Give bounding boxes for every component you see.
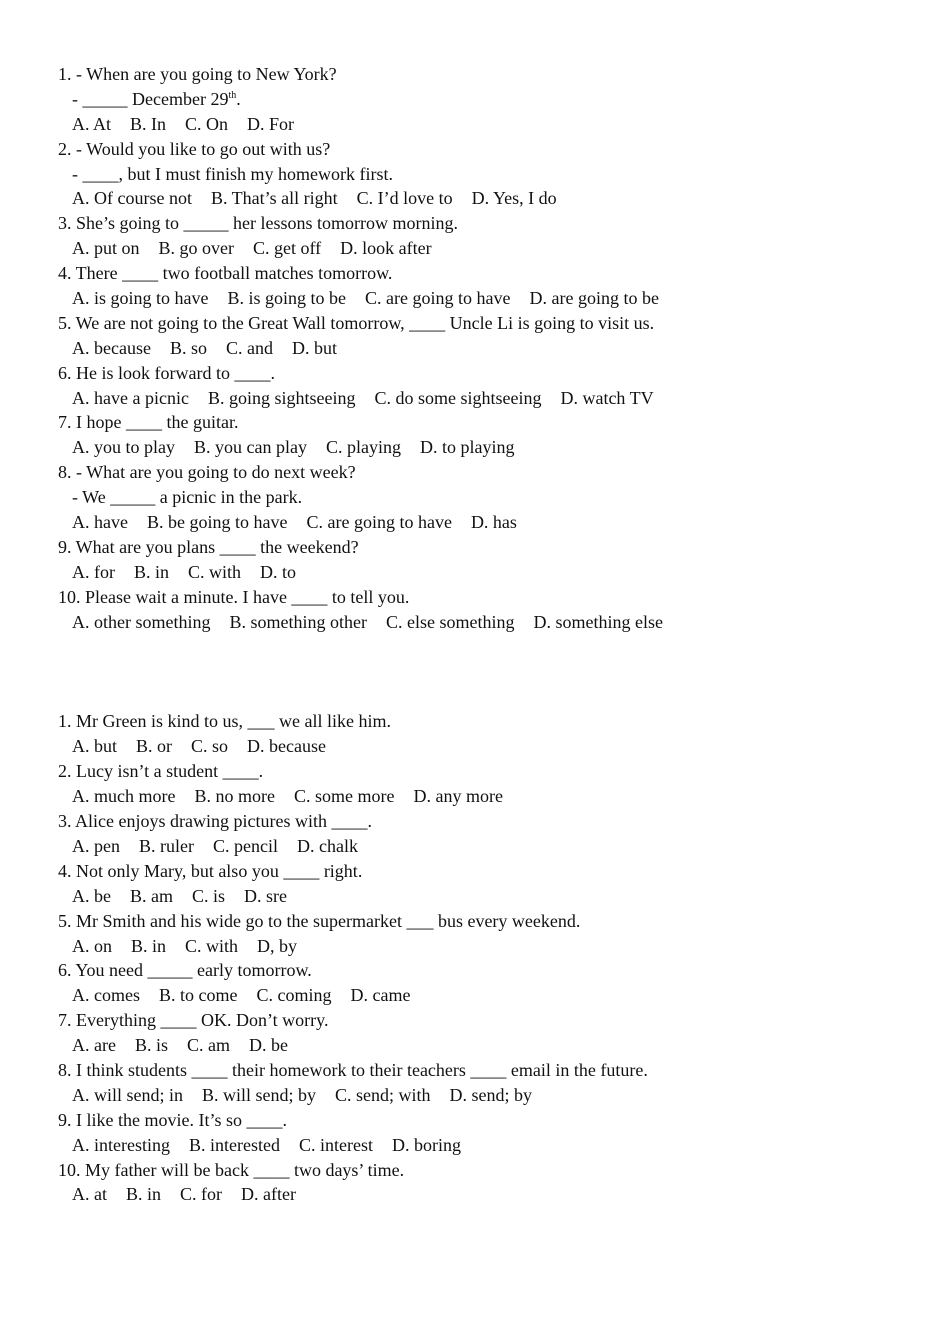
question-stem: 8. - What are you going to do next week? bbox=[58, 462, 356, 483]
question-stem: 8. I think students ____ their homework to their teachers ____ email in the future. bbox=[58, 1059, 648, 1080]
option-a[interactable]: A. At bbox=[72, 113, 112, 134]
option-a[interactable]: A. will send; in bbox=[72, 1084, 183, 1105]
options-row bbox=[58, 336, 918, 361]
option-b[interactable]: B. no more bbox=[194, 786, 275, 807]
option-c[interactable]: C. some more bbox=[293, 786, 395, 807]
question-9 bbox=[58, 1108, 918, 1158]
option-c[interactable]: C. are going to have bbox=[306, 512, 452, 533]
option-b[interactable]: B. in bbox=[126, 1184, 162, 1205]
option-d[interactable]: D. chalk bbox=[296, 835, 358, 856]
option-d[interactable]: D. watch TV bbox=[560, 387, 654, 408]
question-section-1 bbox=[58, 62, 918, 634]
dialog-text: - _____ December 29 bbox=[72, 88, 229, 109]
question-6 bbox=[58, 958, 918, 1008]
option-c[interactable]: C. I’d love to bbox=[356, 188, 453, 209]
option-d[interactable]: D. but bbox=[291, 337, 337, 358]
option-a[interactable]: A. you to play bbox=[72, 437, 175, 458]
option-d[interactable]: D. to bbox=[260, 561, 297, 582]
dialog-response: - We _____ a picnic in the park. bbox=[72, 487, 303, 508]
options-row bbox=[58, 1033, 918, 1058]
question-7 bbox=[58, 1008, 918, 1058]
option-d[interactable]: D. to playing bbox=[419, 437, 515, 458]
option-b[interactable]: B. be going to have bbox=[146, 512, 288, 533]
question-2 bbox=[58, 137, 918, 212]
question-stem: 4. Not only Mary, but also you ____ right. bbox=[58, 860, 363, 881]
worksheet bbox=[58, 62, 918, 1207]
option-b[interactable]: B. or bbox=[136, 736, 172, 757]
question-4 bbox=[58, 261, 918, 311]
option-b[interactable]: B. to come bbox=[158, 985, 238, 1006]
question-stem: 3. Alice enjoys drawing pictures with ____. bbox=[58, 811, 372, 832]
dialog-response: - ____, but I must finish my homework first. bbox=[72, 163, 393, 184]
option-b[interactable]: B. so bbox=[169, 337, 207, 358]
option-c[interactable]: C. send; with bbox=[335, 1084, 431, 1105]
option-c[interactable]: C. for bbox=[180, 1184, 223, 1205]
option-a[interactable]: A. but bbox=[72, 736, 117, 757]
option-b[interactable]: B. am bbox=[130, 885, 173, 906]
question-stem: 3. She’s going to _____ her lessons tomorrow morning. bbox=[58, 213, 458, 234]
option-d[interactable]: D. be bbox=[249, 1035, 288, 1056]
option-a[interactable]: A. Of course not bbox=[72, 188, 192, 209]
question-3 bbox=[58, 211, 918, 261]
option-d[interactable]: D. any more bbox=[413, 786, 503, 807]
option-a[interactable]: A. is going to have bbox=[72, 288, 209, 309]
options-row bbox=[58, 834, 918, 859]
option-d[interactable]: D. after bbox=[241, 1184, 296, 1205]
option-c[interactable]: C. pencil bbox=[212, 835, 278, 856]
question-section-2 bbox=[58, 709, 918, 1207]
option-c[interactable]: C. On bbox=[185, 113, 229, 134]
options-row bbox=[58, 610, 918, 635]
option-a[interactable]: A. interesting bbox=[72, 1134, 170, 1155]
option-b[interactable]: B. is bbox=[134, 1035, 168, 1056]
option-a[interactable]: A. be bbox=[72, 885, 111, 906]
question-4 bbox=[58, 859, 918, 909]
options-row bbox=[58, 236, 918, 261]
question-stem: 2. Lucy isn’t a student ____. bbox=[58, 761, 264, 782]
option-d[interactable]: D. sre bbox=[244, 885, 288, 906]
option-b[interactable]: B. ruler bbox=[139, 835, 194, 856]
option-d[interactable]: D. Yes, I do bbox=[471, 188, 557, 209]
question-3 bbox=[58, 809, 918, 859]
option-a[interactable]: A. much more bbox=[72, 786, 176, 807]
options-row bbox=[58, 784, 918, 809]
question-stem: 5. Mr Smith and his wide go to the supermarket ___ bus every weekend. bbox=[58, 910, 581, 931]
options-row bbox=[58, 1133, 918, 1158]
question-10 bbox=[58, 585, 918, 635]
option-c[interactable]: C. do some sightseeing bbox=[374, 387, 542, 408]
question-2 bbox=[58, 759, 918, 809]
question-10 bbox=[58, 1158, 918, 1208]
options-row bbox=[58, 934, 918, 959]
option-d[interactable]: D. boring bbox=[391, 1134, 461, 1155]
option-b[interactable]: B. go over bbox=[158, 238, 234, 259]
question-6 bbox=[58, 361, 918, 411]
option-d[interactable]: D. something else bbox=[533, 611, 663, 632]
option-d[interactable]: D. are going to be bbox=[529, 288, 659, 309]
question-5 bbox=[58, 311, 918, 361]
option-a[interactable]: A. put on bbox=[72, 238, 140, 259]
options-row bbox=[58, 1182, 918, 1207]
question-stem: 7. I hope ____ the guitar. bbox=[58, 412, 239, 433]
option-b[interactable]: B. That’s all right bbox=[210, 188, 338, 209]
option-c[interactable]: C. is bbox=[192, 885, 226, 906]
question-9 bbox=[58, 535, 918, 585]
option-c[interactable]: C. else something bbox=[385, 611, 515, 632]
option-c[interactable]: C. get off bbox=[253, 238, 322, 259]
option-d[interactable]: D. because bbox=[247, 736, 326, 757]
options-row bbox=[58, 884, 918, 909]
question-stem: 10. My father will be back ____ two days’ time. bbox=[58, 1159, 405, 1180]
option-a[interactable]: A. have bbox=[72, 512, 128, 533]
options-row bbox=[58, 510, 918, 535]
options-row bbox=[58, 386, 918, 411]
options-row bbox=[58, 734, 918, 759]
option-a[interactable]: A. for bbox=[72, 561, 115, 582]
option-b[interactable]: B. in bbox=[131, 935, 167, 956]
option-d[interactable]: D. came bbox=[350, 985, 411, 1006]
options-row bbox=[58, 560, 918, 585]
option-d[interactable]: D. look after bbox=[340, 238, 432, 259]
question-stem: 4. There ____ two football matches tomorrow. bbox=[58, 263, 393, 284]
option-c[interactable]: C. so bbox=[191, 736, 229, 757]
option-c[interactable]: C. are going to have bbox=[365, 288, 511, 309]
option-c[interactable]: C. am bbox=[187, 1035, 230, 1056]
question-1 bbox=[58, 709, 918, 759]
option-a[interactable]: A. are bbox=[72, 1035, 116, 1056]
question-8 bbox=[58, 460, 918, 535]
options-row bbox=[58, 286, 918, 311]
option-d[interactable]: D. For bbox=[247, 113, 295, 134]
question-stem: 2. - Would you like to go out with us? bbox=[58, 138, 331, 159]
options-row bbox=[58, 186, 918, 211]
option-b[interactable]: B. will send; by bbox=[202, 1084, 317, 1105]
question-5 bbox=[58, 909, 918, 959]
options-row bbox=[58, 1083, 918, 1108]
options-row bbox=[58, 435, 918, 460]
question-stem: 1. Mr Green is kind to us, ___ we all like him. bbox=[58, 711, 391, 732]
question-8 bbox=[58, 1058, 918, 1108]
option-b[interactable]: B. in bbox=[134, 561, 170, 582]
question-stem: 10. Please wait a minute. I have ____ to tell you. bbox=[58, 586, 410, 607]
dialog-response bbox=[58, 87, 918, 112]
question-stem: 6. You need _____ early tomorrow. bbox=[58, 960, 312, 981]
option-b[interactable]: B. In bbox=[130, 113, 167, 134]
option-a[interactable]: A. at bbox=[72, 1184, 107, 1205]
option-c[interactable]: C. coming bbox=[256, 985, 332, 1006]
question-stem: 6. He is look forward to ____. bbox=[58, 362, 275, 383]
option-c[interactable]: C. and bbox=[225, 337, 273, 358]
option-b[interactable]: B. is going to be bbox=[227, 288, 347, 309]
question-stem: 5. We are not going to the Great Wall tomorrow, ____ Uncle Li is going to visit us. bbox=[58, 312, 655, 333]
option-c[interactable]: C. playing bbox=[325, 437, 401, 458]
question-1 bbox=[58, 62, 918, 137]
question-stem: 9. I like the movie. It’s so ____. bbox=[58, 1109, 287, 1130]
option-d[interactable]: D. has bbox=[470, 512, 517, 533]
options-row bbox=[58, 112, 918, 137]
option-d[interactable]: D, by bbox=[257, 935, 298, 956]
question-stem: 9. What are you plans ____ the weekend? bbox=[58, 536, 359, 557]
option-c[interactable]: C. with bbox=[188, 561, 242, 582]
option-a[interactable]: A. other something bbox=[72, 611, 211, 632]
option-b[interactable]: B. going sightseeing bbox=[207, 387, 356, 408]
option-b[interactable]: B. interested bbox=[188, 1134, 280, 1155]
ordinal-suffix: th bbox=[228, 89, 237, 101]
question-7 bbox=[58, 410, 918, 460]
question-stem: 7. Everything ____ OK. Don’t worry. bbox=[58, 1010, 329, 1031]
option-c[interactable]: C. with bbox=[185, 935, 239, 956]
question-stem: 1. - When are you going to New York? bbox=[58, 64, 337, 84]
option-d[interactable]: D. send; by bbox=[449, 1084, 533, 1105]
option-c[interactable]: C. interest bbox=[298, 1134, 373, 1155]
dialog-punctuation: . bbox=[236, 88, 241, 109]
option-a[interactable]: A. comes bbox=[72, 985, 140, 1006]
option-b[interactable]: B. something other bbox=[229, 611, 367, 632]
options-row bbox=[58, 983, 918, 1008]
option-b[interactable]: B. you can play bbox=[194, 437, 307, 458]
option-a[interactable]: A. have a picnic bbox=[72, 387, 189, 408]
option-a[interactable]: A. because bbox=[72, 337, 151, 358]
option-a[interactable]: A. pen bbox=[72, 835, 120, 856]
option-a[interactable]: A. on bbox=[72, 935, 112, 956]
